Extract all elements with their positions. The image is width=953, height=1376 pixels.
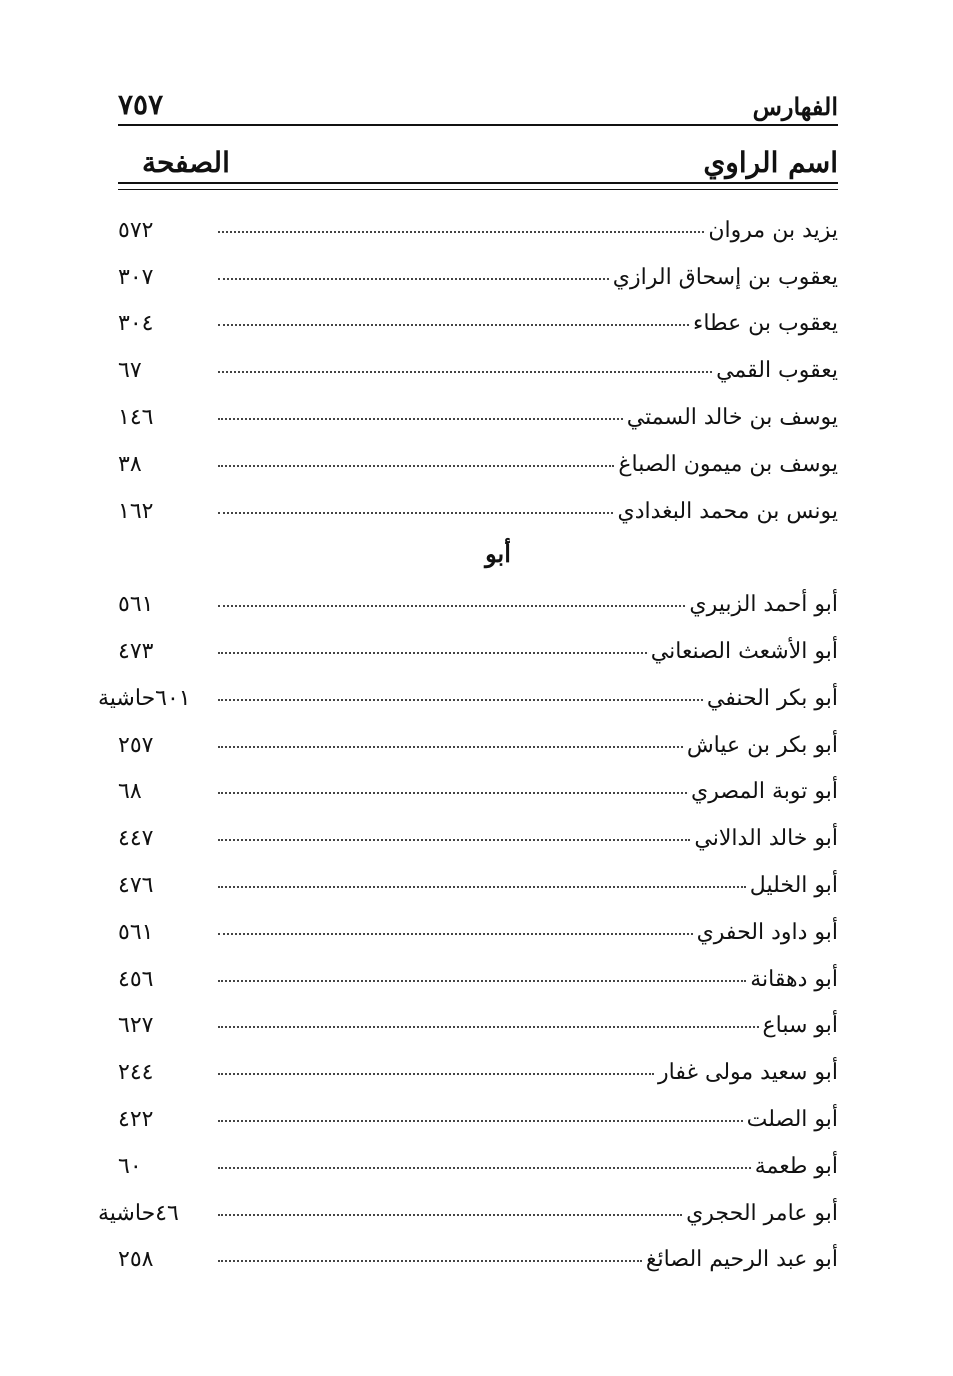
dot-leader — [218, 933, 693, 935]
narrator-name: يونس بن محمد البغدادي — [617, 498, 838, 524]
index-entry — [98, 664, 838, 711]
index-entry — [118, 617, 838, 664]
narrator-name: يزيد بن مروان — [708, 217, 838, 243]
narrator-name: أبو الأشعث الصنعاني — [650, 638, 838, 664]
column-header-double-rule — [118, 182, 838, 190]
page-ref: ٦٧ — [118, 358, 142, 384]
narrator-name: يوسف بن ميمون الصباغ — [618, 451, 838, 477]
narrator-name: أبو عامر الحجري — [686, 1200, 838, 1226]
index-entry — [118, 711, 838, 758]
page-ref: ٣٠٤ — [118, 311, 154, 337]
index-entry — [118, 336, 838, 383]
dot-leader — [218, 980, 746, 982]
dot-leader — [218, 324, 689, 326]
index-entry — [118, 1085, 838, 1132]
index-entry — [118, 1038, 838, 1085]
narrator-name: أبو الخليل — [749, 872, 838, 898]
index-entry — [118, 758, 838, 805]
narrator-name: أبو دهقانة — [750, 966, 838, 992]
page-ref: ٦٠١حاشية — [98, 685, 191, 711]
dot-leader — [218, 1120, 743, 1122]
narrator-name: أبو الصلت — [746, 1106, 838, 1132]
page-ref: ٤٥٦ — [118, 966, 154, 992]
header-rule — [118, 124, 838, 126]
index-entry — [118, 570, 838, 617]
dot-leader — [218, 1026, 759, 1028]
index-entry — [118, 383, 838, 430]
dot-leader — [218, 512, 613, 514]
narrator-name: أبو داود الحفري — [696, 919, 838, 945]
index-entry — [118, 898, 838, 945]
dot-leader — [218, 886, 746, 888]
narrator-name: أبو خالد الدالاني — [694, 826, 838, 852]
dot-leader — [218, 746, 683, 748]
index-entry — [118, 196, 838, 243]
dot-leader — [218, 231, 704, 233]
page-ref: ٥٧٢ — [118, 217, 154, 243]
index-entries — [98, 196, 838, 1273]
index-entry — [118, 477, 838, 524]
dot-leader — [218, 418, 623, 420]
page-ref: ٥٦١ — [118, 592, 154, 618]
narrator-name: أبو سباع — [762, 1013, 838, 1039]
dot-leader — [218, 1214, 682, 1216]
index-entry — [118, 1132, 838, 1179]
index-entry — [118, 992, 838, 1039]
narrator-name: يعقوب بن عطاء — [692, 311, 838, 337]
page-ref: ٣٠٧ — [118, 264, 154, 290]
narrator-name: أبو توبة المصري — [691, 779, 838, 805]
narrator-name: أبو أحمد الزبيري — [689, 592, 838, 618]
section-heading: أبو — [485, 538, 511, 568]
page-ref: ٢٥٨ — [118, 1247, 154, 1273]
page-ref: ٤٢٢ — [118, 1106, 154, 1132]
narrator-name: يعقوب القمي — [716, 358, 838, 384]
index-entry — [118, 804, 838, 851]
page-number: ٧٥٧ — [118, 88, 164, 121]
index-entry — [118, 945, 838, 992]
index-entry — [118, 1226, 838, 1273]
running-header — [118, 86, 838, 126]
page-ref: ٤٧٦ — [118, 872, 154, 898]
narrator-name: يوسف بن خالد السمتي — [626, 404, 838, 430]
page-ref: ٣٨ — [118, 451, 142, 477]
dot-leader — [218, 652, 647, 654]
index-entry — [118, 290, 838, 337]
index-entry — [98, 1179, 838, 1226]
page-ref: ٢٤٤ — [118, 1060, 154, 1086]
page-ref: ١٤٦ — [118, 404, 154, 430]
dot-leader — [218, 1073, 654, 1075]
dot-leader — [218, 371, 712, 373]
page-ref: ٦٠ — [118, 1153, 142, 1179]
dot-leader — [218, 605, 685, 607]
page-ref: ٤٤٧ — [118, 826, 154, 852]
dot-leader — [218, 839, 690, 841]
column-header-page: الصفحة — [142, 146, 230, 179]
page-ref: ٤٦حاشية — [98, 1200, 179, 1226]
index-entry — [118, 851, 838, 898]
column-header-narrator: اسم الراوي — [703, 146, 838, 179]
narrator-name: أبو طعمة — [754, 1153, 838, 1179]
dot-leader — [218, 465, 614, 467]
dot-leader — [218, 278, 609, 280]
narrator-name: أبو بكر بن عياش — [686, 732, 838, 758]
section-title: الفهارس — [752, 92, 838, 121]
narrator-name: أبو عبد الرحيم الصائغ — [645, 1247, 838, 1273]
page-ref: ٦٨ — [118, 779, 142, 805]
dot-leader — [218, 1260, 642, 1262]
page-ref: ١٦٢ — [118, 498, 154, 524]
dot-leader — [218, 1167, 751, 1169]
narrator-name: أبو سعيد مولى غفار — [658, 1060, 838, 1086]
page-ref: ٤٧٣ — [118, 638, 154, 664]
page-ref: ٢٥٧ — [118, 732, 154, 758]
index-entry — [118, 430, 838, 477]
dot-leader — [218, 699, 703, 701]
page-ref: ٦٢٧ — [118, 1013, 154, 1039]
narrator-name: يعقوب بن إسحاق الرازي — [612, 264, 838, 290]
index-entry — [118, 243, 838, 290]
narrator-name: أبو بكر الحنفي — [706, 685, 838, 711]
page-ref: ٥٦١ — [118, 919, 154, 945]
dot-leader — [218, 792, 687, 794]
